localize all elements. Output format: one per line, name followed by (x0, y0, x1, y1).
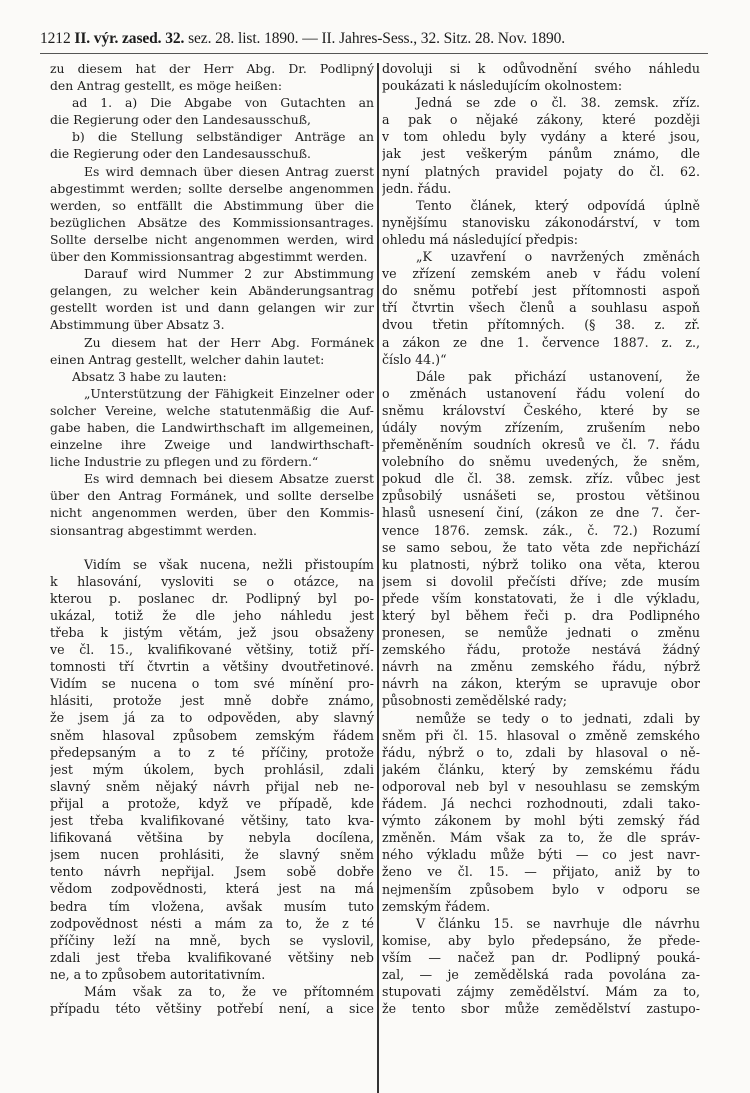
text-line: ku platnosti, nýbrž toliko ona věta, kterou (382, 556, 700, 572)
german-text-block (50, 60, 374, 539)
text-line: jak jest veškerým pánům známo, dle (382, 146, 700, 162)
text-line: jakém článku, který by zemskému řádu (382, 761, 700, 777)
column-divider (377, 63, 379, 1093)
text-line: tří čtvrtin všech členů a souhlasu aspoň (382, 300, 700, 316)
text-line: návrh na změnu zemského řádu, nýbrž (382, 659, 700, 675)
text-line: stupovati zájmy zemědělství. Mám za to, (382, 984, 700, 1000)
text-line: se samo sebou, že tato věta zde nepřichází (382, 539, 700, 555)
text-line: Dále pak přichází ustanovení, že (416, 368, 700, 384)
text-line: který byl během řeči p. dra Podlipného (382, 608, 700, 623)
text-line: Tento článek, který odpovídá úplně (416, 197, 700, 213)
czech-text-block-right (382, 60, 700, 1017)
text-line: Sollte derselbe nicht angenommen werden, wird (50, 231, 374, 247)
text-line: gabe haben, die Landwirthschaft im allgemeinen, (50, 419, 374, 435)
text-line: Jedná se zde o čl. 38. zemsk. zříz. (416, 95, 700, 111)
text-line: solcher Vereine, welche statutenmäßig die Auf- (50, 402, 374, 418)
text-line: předepsaným a to z té příčiny, protože (50, 744, 374, 760)
text-line: vším — načež pan dr. Podlipný pouká- (382, 949, 700, 965)
text-line: případu této většiny potřebí není, a sice (50, 1001, 374, 1017)
text-line: zdali jest třeba kvalifikované většiny neb (50, 949, 374, 965)
text-line: sněmu království Českého, které by se (382, 402, 700, 418)
text-line: pokud dle čl. 38. zemsk. zříz. vůbec jest (382, 471, 700, 487)
text-line: a zákon ze dne 1. července 1887. z. z., (382, 334, 700, 350)
text-line: poukázati k následujícím okolnostem: (382, 78, 623, 94)
text-line: dvou třetin přítomných. (§ 38. z. zř. (382, 317, 700, 333)
header-cz-sitting: sez. 28. list. 1890. (188, 30, 299, 47)
right-column (382, 60, 700, 1017)
text-line: Vidím se však nucena, nežli přistoupím (84, 556, 374, 572)
text-line: volebního do sněmu uvedených, že sněm, (382, 454, 700, 470)
text-line: gelangen, zu welcher kein Abänderungsantrag (50, 283, 374, 299)
text-line: nemůže se tedy o to jednati, zdali by (416, 710, 700, 726)
text-line: ohledu má následující předpis: (382, 231, 578, 247)
text-line: abgestimmt werden; sollte derselbe angenommen (50, 180, 374, 196)
text-line: třeba k jistým větám, jež jsou obsaženy (50, 625, 374, 640)
text-line: Darauf wird Nummer 2 zur Abstimmung (84, 266, 374, 282)
text-line: Mám však za to, že ve přítomném (84, 983, 374, 999)
text-line: zu diesem hat der Herr Abg. Dr. Podlipný (50, 61, 374, 76)
text-line: tomnosti tří čtvrtin a většiny dvoutřetinové. (50, 659, 374, 675)
text-line: „K uzavření o navržených změnách (416, 249, 700, 265)
header-de-session: II. Jahres-Sess., 32. Sitz. 28. Nov. 1890. (321, 30, 566, 47)
text-line: a pak o nějaké zákony, které později (382, 112, 700, 128)
text-line: že jsem já za to odpověden, aby slavný (50, 710, 374, 726)
text-line: ve zřízení zemském aneb v řádu volení (382, 266, 700, 282)
text-line: V článku 15. se navrhuje dle návrhu (416, 915, 700, 931)
text-line: den Antrag gestellt, es möge heißen: (50, 78, 283, 94)
text-line: návrh na zákon, kterým se upravuje obor (382, 676, 700, 692)
text-line: liche Industrie zu pflegen und zu fördern.“ (50, 454, 319, 470)
text-line: ného výkladu může býti — co jest navr- (382, 847, 700, 863)
text-line: do sněmu potřebí jest přítomnosti aspoň (382, 283, 700, 299)
text-line: slavný sněm nějaký návrh přijal neb ne- (50, 778, 374, 794)
text-line: číslo 44.)“ (382, 351, 447, 367)
text-line: einzelne ihre Zweige und landwirthschaft- (50, 437, 374, 453)
czech-text-block-left (50, 556, 374, 1018)
text-line: řádu, nýbrž o to, zdali by hlasoval o ně- (382, 744, 700, 760)
text-line: über den Kommissionsantrag abgestimmt werden. (50, 249, 368, 265)
text-line: hlasů usnesení činí, (zákon ze dne 7. čer- (382, 505, 700, 521)
header-cz-sitting-number: 32. (165, 30, 185, 47)
text-line: příčiny leží na mně, bych se vyslovil, (50, 932, 374, 948)
text-line: změněn. Mám však za to, že dle správ- (382, 830, 700, 846)
text-line: pronesen, se nemůže jednati o změnu (382, 625, 700, 641)
text-line: nyní platných pravidel pojaty do čl. 62. (382, 163, 700, 179)
text-line: Zu diesem hat der Herr Abg. Formánek (84, 334, 374, 350)
text-line: werden, so entfällt die Abstimmung über die (50, 197, 374, 213)
text-line: jest třeba kvalifikované většiny, tato kva- (50, 813, 374, 829)
text-line: kterou p. poslanec dr. Podlipný byl po- (50, 590, 374, 606)
text-line: sionsantrag abgestimmt werden. (50, 522, 257, 538)
text-line: jedn. řádu. (382, 180, 452, 196)
text-line: přede vším konstatovati, že i dle výkladu, (382, 590, 700, 606)
text-line: v tom ohledu byly vydány a které jsou, (382, 129, 700, 145)
text-line: „Unterstützung der Fähigkeit Einzelner oder (84, 385, 374, 401)
text-line: odporoval neb byl v nesouhlasu se zemským (382, 778, 700, 794)
text-line: die Regierung oder den Landesausschuß. (50, 146, 311, 162)
text-line: einen Antrag gestellt, welcher dahin lautet: (50, 351, 325, 367)
text-line: sněm hlasoval způsobem zemským řádem (50, 727, 374, 743)
left-column (50, 60, 374, 1017)
text-line: nynějšímu stanovisku zákonodárství, v tom (382, 214, 700, 230)
text-line: Absatz 3 habe zu lauten: (72, 368, 227, 384)
text-line: Vidím se nucena o tom své mínění pro- (50, 676, 374, 692)
text-line: lifikovaná většina by nebyla docílena, (50, 830, 374, 846)
text-line: die Regierung oder den Landesausschuß, (50, 112, 311, 128)
text-line: ne, a to způsobem autoritativním. (50, 966, 266, 982)
text-line: vědom zodpovědnosti, která jest na má (50, 881, 374, 897)
text-line: zal, — je zemědělská rada povolána za- (382, 966, 700, 982)
header-cz-session: II. výr. zased. (74, 30, 162, 47)
text-line: výmto zákonem by mohl býti zemský řád (382, 813, 700, 829)
text-line: tento návrh nepřijal. Jsem sobě dobře (50, 864, 374, 880)
text-line: vence 1876. zemsk. zák., č. 72.) Rozumí (382, 522, 700, 538)
text-line: jsem nucen prohlásiti, že slavný sněm (50, 847, 374, 863)
text-line: ve čl. 15., kvalifikované většiny, totiž pří- (50, 642, 374, 658)
header-dash: — (302, 30, 318, 47)
text-line: hlásiti, protože jest mně dobře známo, (50, 693, 374, 709)
text-line: nejmenším způsobem bylo v odporu se (382, 881, 700, 897)
text-line: bezüglichen Absätze des Kommissionsantrages. (50, 214, 374, 230)
text-line: komise, aby bylo předepsáno, že přede- (382, 932, 700, 948)
text-line: o změnách ustanovení řádu volení do (382, 385, 700, 401)
text-line: způsobilý usnášeti se, prostou většinou (382, 488, 700, 504)
text-line: über den Antrag Formánek, und sollte derselbe (50, 488, 374, 504)
text-line: působnosti zemědělské rady; (382, 693, 568, 709)
text-line: b) die Stellung selbständiger Anträge an (72, 129, 374, 145)
text-line: sněm při čl. 15. hlasoval o změně zemského (382, 727, 700, 743)
text-line: zemského řádu, protože nestává žádný (382, 642, 700, 658)
paragraph-gap (50, 539, 374, 556)
text-line: že tento sbor může zemědělství zastupo- (382, 1001, 700, 1017)
text-line: bedra tím vložena, avšak musím tuto (50, 898, 374, 914)
text-line: jsem si dovolil přečísti dříve; zde musím (382, 573, 700, 589)
text-line: zemským řádem. (382, 898, 491, 914)
page-number: 1212 (40, 30, 71, 47)
text-line: jest mým úkolem, bych prohlásil, zdali (50, 761, 374, 777)
text-line: nicht angenommen werden, über den Kommis- (50, 505, 374, 521)
text-line: přeměněním soudních okresů ve čl. 7. řádu (382, 437, 700, 453)
header-rule (40, 53, 708, 54)
text-line: Abstimmung über Absatz 3. (50, 317, 225, 333)
page-header (40, 30, 710, 48)
text-line: ženo ve čl. 15. — přijato, aniž by to (382, 864, 700, 880)
text-line: Es wird demnach bei diesem Absatze zuerst (84, 471, 374, 487)
text-line: gestellt worden ist und dann gelangen wir zur (50, 300, 374, 316)
text-line: ad 1. a) Die Abgabe von Gutachten an (72, 95, 374, 111)
text-line: k hlasování, vysloviti se o otázce, na (50, 573, 374, 589)
text-line: Es wird demnach über diesen Antrag zuerst (84, 163, 374, 179)
text-line: zodpovědnost nésti a mám za to, že z té (50, 915, 374, 931)
text-line: údály novým zřízením, zrušením nebo (382, 419, 700, 435)
text-line: řádem. Já nechci rozhodnouti, zdali tako- (382, 796, 700, 812)
text-line: ukázal, totiž že dle jeho náhledu jest (50, 607, 374, 623)
text-line: přijal a protože, když ve případě, kde (50, 795, 374, 811)
text-line: dovoluji si k odůvodnění svého náhledu (382, 61, 700, 76)
